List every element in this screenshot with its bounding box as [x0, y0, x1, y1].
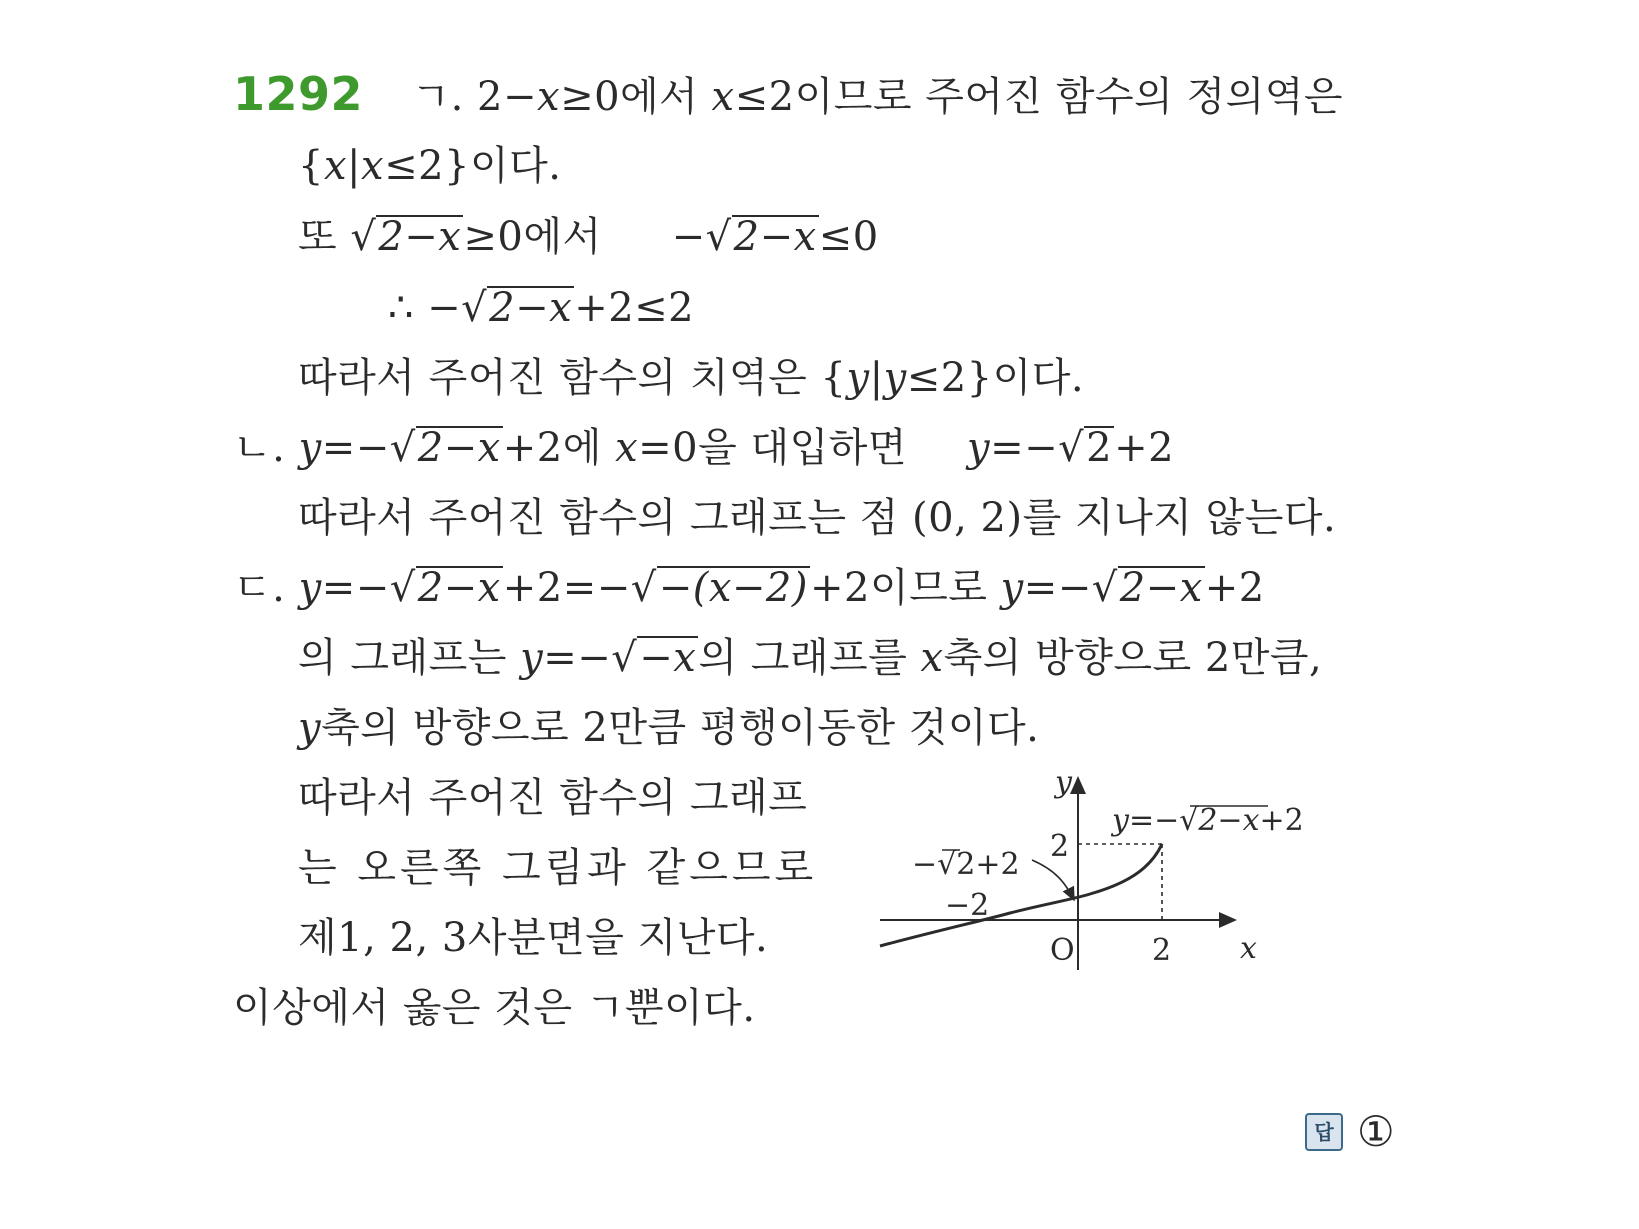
x-axis-label: x [1240, 931, 1257, 966]
line-2: {x|x≤2}이다. [298, 143, 562, 189]
problem-number: 1292 [233, 67, 364, 121]
y-two-label: 2 [1050, 829, 1070, 864]
line-12: 는 오른쪽 그림과 같으므로 [298, 845, 818, 891]
line-4: ∴ −√2−x+2≤2 [388, 285, 695, 331]
line-3: 또 √2−x≥0에서 −√2−x≤0 [298, 214, 879, 260]
y-intercept-label: −√2+2 [912, 847, 1020, 882]
line-14: 이상에서 옳은 것은 ㄱ뿐이다. [233, 985, 756, 1031]
line-6: ㄴ. y=−√2−x+2에 x=0을 대입하면 y=−√2+2 [233, 425, 1175, 471]
x-two-label: 2 [1152, 933, 1172, 968]
line-1: 1292 ㄱ. 2−x≥0에서 x≤2이므로 주어진 함수의 정의역은 [233, 67, 1344, 121]
line-5: 따라서 주어진 함수의 치역은 {y|y≤2}이다. [298, 355, 1085, 401]
line-9: 의 그래프는 y=−√−x의 그래프를 x축의 방향으로 2만큼, [298, 635, 1323, 681]
line-7: 따라서 주어진 함수의 그래프는 점 (0, 2)를 지나지 않는다. [298, 495, 1337, 541]
function-graph [880, 765, 1380, 1000]
curve-equation-label: y=−√2−x+2 [1112, 803, 1304, 838]
answer-icon: 답 [1305, 1113, 1343, 1151]
origin-label: O [1050, 933, 1075, 968]
line-13: 제1, 2, 3사분면을 지난다. [298, 915, 769, 961]
answer-value: ① [1357, 1107, 1395, 1156]
x-intercept-label: −2 [945, 888, 990, 923]
line-10: y축의 방향으로 2만큼 평행이동한 것이다. [298, 705, 1040, 751]
intercept-callout [1032, 860, 1074, 900]
line-8: ㄷ. y=−√2−x+2=−√−(x−2)+2이므로 y=−√2−x+2 [233, 565, 1265, 611]
line-11: 따라서 주어진 함수의 그래프 [298, 775, 808, 821]
answer-block [1305, 1108, 1395, 1156]
y-axis-label: y [1055, 765, 1072, 800]
